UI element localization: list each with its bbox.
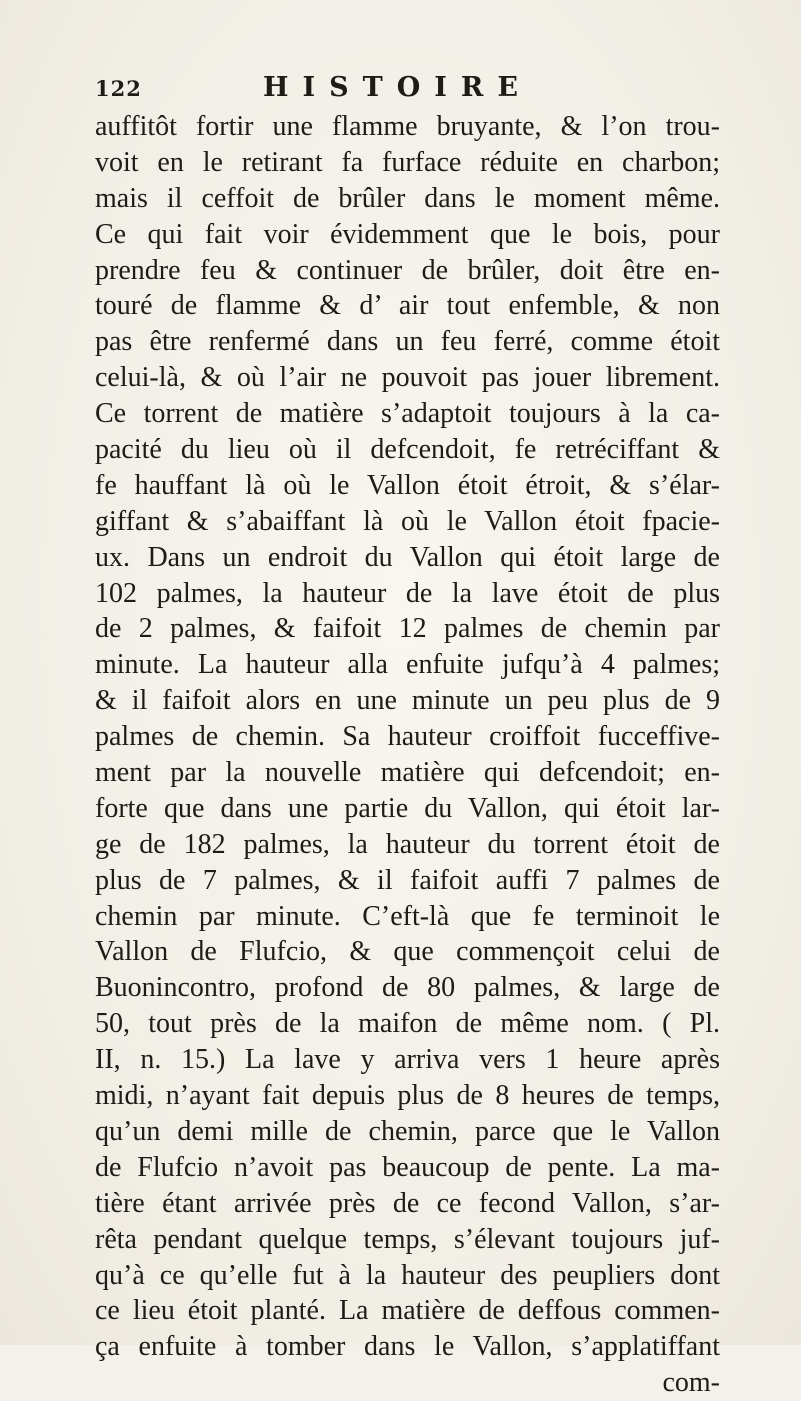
text-line: plus de 7 palmes, & il faifoit auffi 7 palmes de [95, 864, 720, 896]
text-line: auffitôt fortir une flamme bruyante, & l’on trou- [95, 111, 720, 142]
text-line: & il faifoit alors en une minute un peu plus de 9 [95, 685, 720, 717]
text-line: com- [662, 1367, 720, 1399]
text-line: giffant & s’abaiffant là où le Vallon étoit fpacie- [95, 505, 720, 537]
text-line: qu’un demi mille de chemin, parce que le Vallon [95, 1115, 720, 1147]
text-line: pacité du lieu où il defcendoit, fe retréciffant & [95, 434, 720, 466]
text-line: palmes de chemin. Sa hauteur croiffoit fucceffive- [95, 721, 720, 753]
text-line: Buonincontro, profond de 80 palmes, & large de [95, 972, 720, 1004]
text-line: forte que dans une partie du Vallon, qui étoit lar- [95, 792, 720, 824]
text-line: ment par la nouvelle matière qui defcendoit; en- [95, 757, 720, 789]
text-line: Ce qui fait voir évidemment que le bois, pour [95, 218, 720, 250]
text-line: ce lieu étoit planté. La matière de deffous commen- [95, 1295, 720, 1327]
text-line: ge de 182 palmes, la hauteur du torrent étoit de [95, 828, 720, 860]
text-line: de Flufcio n’avoit pas beaucoup de pente. La ma- [95, 1151, 720, 1183]
text-line: Vallon de Flufcio, & que commençoit celui de [95, 936, 720, 968]
body-text [95, 109, 720, 1401]
text-line: 102 palmes, la hauteur de la lave étoit de plus [95, 577, 720, 609]
text-line: touré de flamme & d’ air tout enfemble, & non [95, 290, 720, 322]
text-line: ça enfuite à tomber dans le Vallon, s’applatiffant [95, 1331, 720, 1363]
text-line: Ce torrent de matière s’adaptoit toujours à la ca- [95, 398, 720, 430]
text-line: fe hauffant là où le Vallon étoit étroit, & s’élar- [95, 469, 720, 501]
page-header [95, 72, 720, 106]
text-line: qu’à ce qu’elle fut à la hauteur des peupliers dont [95, 1259, 720, 1291]
text-line: midi, n’ayant fait depuis plus de 8 heures de temps, [95, 1080, 720, 1112]
text-line: prendre feu & continuer de brûler, doit être en- [95, 254, 720, 286]
text-line: voit en le retirant fa furface réduite en charbon; [95, 146, 720, 178]
text-line: minute. La hauteur alla enfuite jufqu’à 4 palmes; [95, 649, 720, 681]
text-line: de 2 palmes, & faifoit 12 palmes de chemin par [95, 613, 720, 645]
text-line: celui-là, & où l’air ne pouvoit pas jouer librement. [95, 362, 720, 394]
text-line: ux. Dans un endroit du Vallon qui étoit large de [95, 541, 720, 573]
text-line: mais il ceffoit de brûler dans le moment même. [95, 182, 720, 214]
text-line: rêta pendant quelque temps, s’élevant toujours juf- [95, 1223, 720, 1255]
text-line: 50, tout près de la maifon de même nom. ( Pl. [95, 1008, 720, 1040]
text-line: II, n. 15.) La lave y arriva vers 1 heure après [95, 1044, 720, 1076]
running-title: HISTOIRE [263, 72, 532, 103]
page-number: 122 [95, 76, 142, 101]
text-line: tière étant arrivée près de ce fecond Vallon, s’ar- [95, 1187, 720, 1219]
text-line: chemin par minute. C’eft-là que fe terminoit le [95, 900, 720, 932]
text-line: pas être renfermé dans un feu ferré, comme étoit [95, 326, 720, 358]
